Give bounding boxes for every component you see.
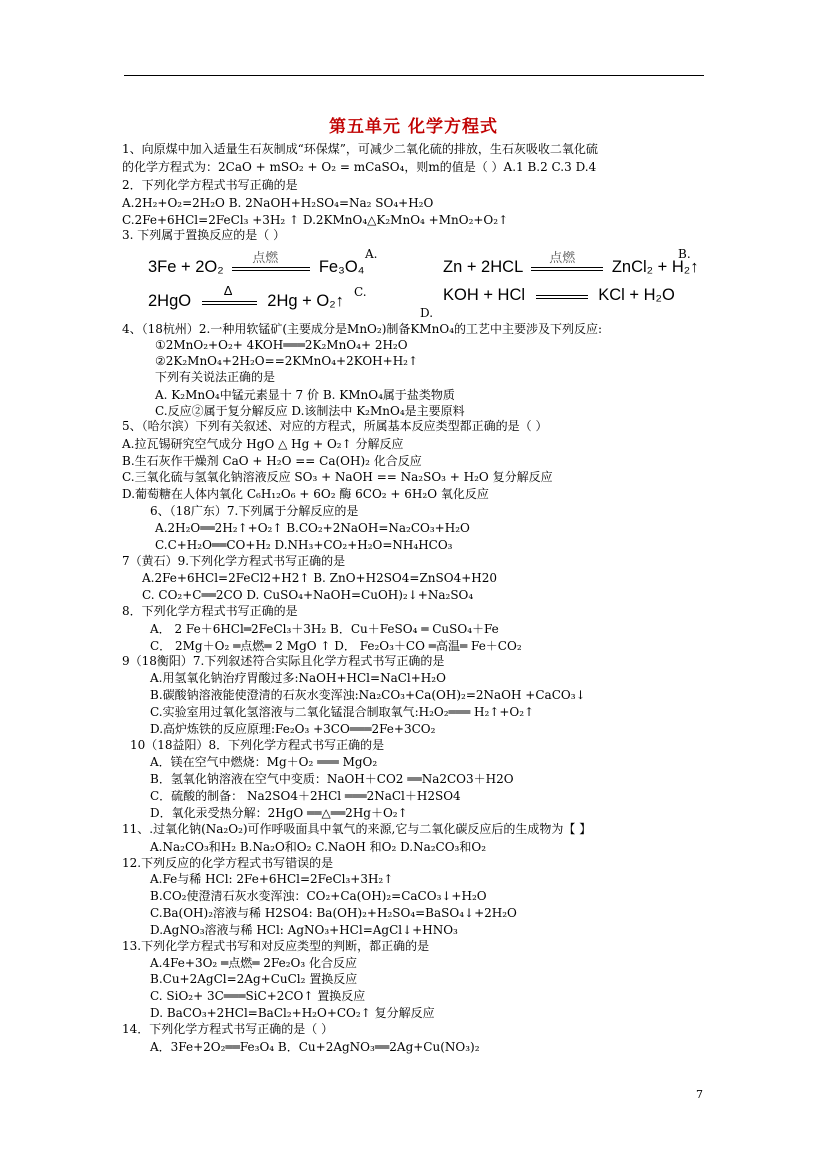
- text-line: A.Fe与稀 HCl: 2Fe+6HCl=2FeCl₃+3H₂↑: [150, 872, 394, 886]
- text-line: B.Cu+2AgCl=2Ag+CuCl₂ 置换反应: [150, 972, 358, 986]
- text-line: 12.下列反应的化学方程式书写错误的是: [122, 856, 334, 870]
- equation-a-condition: 点燃: [252, 249, 279, 265]
- text-line: C.: [354, 285, 367, 299]
- equation-b-lhs: Zn + 2HCL: [443, 258, 523, 276]
- text-line: A.Na₂CO₃和H₂ B.Na₂O和O₂ C.NaOH 和O₂ D.Na₂CO₃和O₂: [150, 840, 487, 854]
- header-rule: [124, 75, 704, 76]
- text-line: C.Ba(OH)₂溶液与稀 H2SO4: Ba(OH)₂+H₂SO₄=BaSO₄↓+2H₂O: [150, 906, 517, 920]
- equation-d: [443, 286, 675, 305]
- text-line: 9（18衡阳）7.下列叙述符合实际且化学方程式书写正确的是: [122, 654, 445, 668]
- equation-c-arrow: [202, 282, 257, 311]
- equation-b: [443, 249, 699, 277]
- text-line: C.反应②属于复分解反应 D.该制法中 K₂MnO₄是主要原料: [155, 404, 465, 418]
- text-line: 3. 下列属于置换反应的是（ ）: [122, 228, 286, 242]
- page-number: 7: [696, 1088, 703, 1101]
- text-line: A.用氢氧化钠治疗胃酸过多:NaOH+HCl=NaCl+H₂O: [150, 671, 446, 685]
- text-line: ②2K₂MnO₄+2H₂O==2KMnO₄+2KOH+H₂↑: [155, 354, 419, 368]
- text-line: 下列有关说法正确的是: [155, 370, 276, 384]
- text-line: C．硫酸的制备： Na2SO4＋2HCl ═══2NaCl＋H2SO4: [150, 789, 461, 803]
- text-line: B.生石灰作干燥剂 CaO + H₂O == Ca(OH)₂ 化合反应: [122, 454, 422, 468]
- text-line: A.拉瓦锡研究空气成分 HgO △ Hg + O₂↑ 分解反应: [122, 437, 404, 451]
- equation-c-condition: Δ: [223, 282, 233, 298]
- text-line: B.碳酸钠溶液能使澄清的石灰水变浑浊:Na₂CO₃+Ca(OH)₂=2NaOH +CaCO₃↓: [150, 688, 586, 702]
- text-line: A．镁在空气中燃烧：Mg＋O₂ ═══ MgO₂: [150, 755, 378, 769]
- equation-c: [148, 282, 344, 311]
- equation-a-arrow: [232, 249, 310, 277]
- text-line: C． 2Mg＋O₂ ═点燃═ 2 MgO ↑ D． Fe₂O₃＋CO ═高温═ Fe＋CO₂: [150, 639, 522, 653]
- text-line: C.C+H₂O══CO+H₂ D.NH₃+CO₂+H₂O=NH₄HCO₃: [155, 538, 453, 552]
- text-line: ①2MnO₂+O₂+ 4KOH═══2K₂MnO₄+ 2H₂O: [155, 338, 408, 352]
- text-line: B.: [678, 247, 691, 261]
- text-line: C.实验室用过氧化氢溶液与二氧化锰混合制取氧气:H₂O₂═══ H₂↑+O₂↑: [150, 705, 535, 719]
- text-line: A． 2 Fe＋6HCl═2FeCl₃＋3H₂ B．Cu＋FeSO₄ ═ CuSO₄＋Fe: [150, 622, 499, 636]
- text-line: 4、（18杭州）2.一种用软锰矿(主要成分是MnO₂)制备KMnO₄的工艺中主要涉及下列反应:: [122, 322, 603, 336]
- text-line: A.: [365, 247, 378, 261]
- equation-d-arrow: [536, 287, 588, 305]
- text-line: D.高炉炼铁的反应原理:Fe₂O₃ +3CO═══2Fe+3CO₂: [150, 722, 436, 736]
- text-line: D. BaCO₃+2HCl=BaCl₂+H₂O+CO₂↑ 复分解反应: [150, 1006, 435, 1020]
- equation-d-lhs: KOH + HCl: [443, 286, 526, 304]
- text-line: B.CO₂使澄清石灰水变浑浊：CO₂+Ca(OH)₂=CaCO₃↓+H₂O: [150, 889, 487, 903]
- equation-b-rhs: ZnCl₂ + H₂↑: [611, 258, 699, 276]
- text-line: A.2Fe+6HCl=2FeCl2+H2↑ B. ZnO+H2SO4=ZnSO4+H20: [142, 571, 498, 585]
- text-line: A.2H₂O══2H₂↑+O₂↑ B.CO₂+2NaOH=Na₂CO₃+H₂O: [155, 521, 470, 535]
- text-line: D.AgNO₃溶液与稀 HCl: AgNO₃+HCl=AgCl↓+HNO₃: [150, 923, 458, 937]
- text-line: A.4Fe+3O₂ ═点燃═ 2Fe₂O₃ 化合反应: [150, 956, 357, 970]
- text-line: D．氧化汞受热分解：2HgO ══△══2Hg＋O₂↑: [150, 806, 408, 820]
- text-line: 14．下列化学方程式书写正确的是（ ）: [122, 1022, 334, 1036]
- text-line: 2．下列化学方程式书写正确的是: [122, 178, 298, 192]
- text-line: 1、向原煤中加入适量生石灰制成“环保煤”，可减少二氧化硫的排放，生石灰吸收二氧化硫: [122, 142, 598, 156]
- text-line: D.: [420, 306, 434, 320]
- equation-a-rhs: Fe₃O₄: [318, 258, 365, 276]
- text-line: 的化学方程式为：2CaO + mSO₂ + O₂ = mCaSO₄，则m的值是（ ）A.1 B.2 C.3 D.4: [122, 160, 597, 174]
- text-line: C. SiO₂+ 3C═══SiC+2CO↑ 置换反应: [150, 989, 366, 1003]
- equation-a-lhs: 3Fe + 2O₂: [148, 258, 224, 276]
- text-line: 11、.过氧化钠(Na₂O₂)可作呼吸面具中氧气的来源,它与二氧化碳反应后的生成物为【 】: [122, 822, 592, 836]
- equation-b-arrow: [531, 249, 603, 277]
- text-line: A.2H₂+O₂=2H₂O B. 2NaOH+H₂SO₄=Na₂ SO₄+H₂O: [122, 196, 434, 210]
- equation-a: [148, 249, 365, 277]
- equation-b-condition: 点燃: [549, 249, 576, 265]
- text-line: C. CO₂+C══2CO D. CuSO₄+NaOH=CuOH)₂↓+Na₂SO₄: [142, 588, 474, 602]
- text-line: 13.下列化学方程式书写和对反应类型的判断，都正确的是: [122, 939, 430, 953]
- text-line: 8．下列化学方程式书写正确的是: [122, 604, 298, 618]
- text-line: 5、（哈尔滨）下列有关叙述、对应的方程式，所属基本反应类型都正确的是（ ）: [122, 419, 548, 433]
- equation-d-rhs: KCl + H₂O: [598, 286, 675, 304]
- text-line: C.三氧化硫与氢氧化钠溶液反应 SO₃ + NaOH == Na₂SO₃ + H₂O 复分解反应: [122, 470, 553, 484]
- text-line: 10（18益阳）8．下列化学方程式书写正确的是: [130, 738, 385, 752]
- equation-c-rhs: 2Hg + O₂↑: [267, 292, 344, 310]
- text-line: C.2Fe+6HCl=2FeCl₃ +3H₂ ↑ D.2KMnO₄△K₂MnO₄ +MnO₂+O₂↑: [122, 213, 509, 227]
- page-title: 第五单元 化学方程式: [329, 117, 498, 137]
- text-line: A. K₂MnO₄中锰元素显十 7 价 B. KMnO₄属于盐类物质: [155, 388, 455, 402]
- text-line: D.葡萄糖在人体内氧化 C₆H₁₂O₆ + 6O₂ 酶 6CO₂ + 6H₂O 氧化反应: [122, 487, 489, 501]
- equation-c-lhs: 2HgO: [148, 292, 192, 310]
- text-line: B．氢氧化钠溶液在空气中变质：NaOH＋CO2 ══Na2CO3＋H2O: [150, 772, 514, 786]
- text-line: 7（黄石）9.下列化学方程式书写正确的是: [122, 554, 346, 568]
- text-line: A．3Fe+2O₂══Fe₃O₄ B．Cu+2AgNO₃══2Ag+Cu(NO₃)₂: [150, 1040, 480, 1054]
- text-line: 6、（18广东）7.下列属于分解反应的是: [150, 504, 359, 518]
